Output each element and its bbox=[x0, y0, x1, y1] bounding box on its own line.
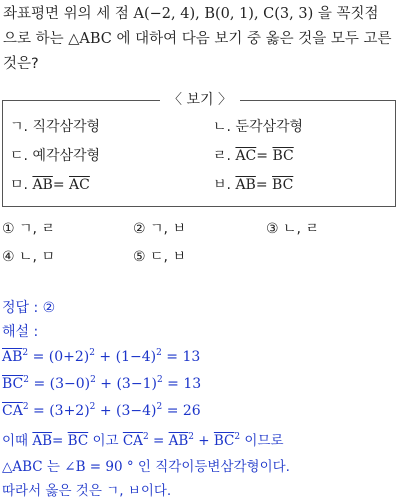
solution-eq-2: $\overline{BC}^2 = (3-0)^2 + (3-1)^2 = 13$ bbox=[2, 375, 202, 392]
bogi-item-2: ㄴ. 둔각삼각형 bbox=[213, 119, 304, 135]
bogi-title: 〈 보기 〉 bbox=[160, 90, 240, 110]
choice-3[interactable]: ③ ㄴ, ㄹ bbox=[266, 221, 319, 237]
bogi-item-6: ㅂ. $\overline{AB}= \overline{BC}$ bbox=[213, 177, 294, 193]
choice-5[interactable]: ⑤ ㄷ, ㅂ bbox=[133, 249, 186, 265]
solution-label: 해설 : bbox=[2, 324, 39, 340]
choice-2[interactable]: ② ㄱ, ㅂ bbox=[133, 221, 186, 237]
solution-eq-3: $\overline{CA}^2 = (3+2)^2 + (3-4)^2 = 26$ bbox=[2, 402, 201, 419]
solution-line-6: 따라서 옳은 것은 ㄱ, ㅂ이다. bbox=[2, 483, 172, 499]
bogi-item-5: ㅁ. $\overline{AB}= \overline{AC}$ bbox=[10, 177, 90, 193]
answer-value: ② bbox=[42, 300, 56, 316]
question-line-2: 으로 하는 △ABC 에 대하여 다음 보기 중 옳은 것을 모두 고른 bbox=[3, 31, 392, 47]
bogi-item-4: ㄹ. $\overline{AC}= \overline{BC}$ bbox=[213, 148, 294, 164]
question-line-3: 것은? bbox=[3, 56, 39, 72]
solution-eq-1: $\overline{AB}^2 = (0+2)^2 + (1-4)^2 = 13$ bbox=[2, 348, 201, 365]
bogi-item-1: ㄱ. 직각삼각형 bbox=[10, 119, 101, 135]
answer-line: 정답 : ② bbox=[2, 300, 56, 316]
question-line-1: 좌표평면 위의 세 점 A(−2, 4), B(0, 1), C(3, 3) 을 꼭짓점 bbox=[3, 6, 379, 22]
choice-4[interactable]: ④ ㄴ, ㅁ bbox=[2, 249, 55, 265]
solution-line-5: △ABC 는 ∠B = 90 ° 인 직각이등변삼각형이다. bbox=[2, 459, 290, 475]
choice-1[interactable]: ① ㄱ, ㄹ bbox=[2, 221, 55, 237]
question-points: A(−2, 4), B(0, 1), C(3, 3) bbox=[133, 6, 314, 22]
solution-line-4: 이때 $\overline{AB}= \overline{BC}$ 이고 $\overline{CA}^2 = \overline{AB}^2 + \overline{BC}^2$ 이므로 bbox=[2, 432, 284, 449]
bogi-item-3: ㄷ. 예각삼각형 bbox=[10, 148, 101, 164]
